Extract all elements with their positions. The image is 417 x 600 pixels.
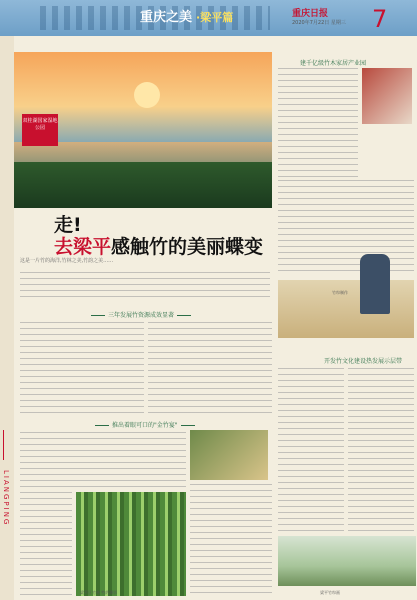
food-photo <box>190 430 268 480</box>
masthead-subtitle: ·梁平篇 <box>196 11 234 24</box>
headline-line1: 走! <box>54 214 82 236</box>
text-column <box>20 322 144 414</box>
artisan-photo <box>278 280 414 338</box>
masthead-title: 重庆之美 <box>140 10 193 25</box>
text-column <box>278 180 414 276</box>
artisan-caption: 竹帘制作 <box>332 290 348 295</box>
intro-paragraph: 这是一片竹的海洋,竹林之美,竹韵之美…… <box>20 258 114 264</box>
hero-badge: 双桂湖国家湿地公园 <box>22 114 58 146</box>
bamboo-motif-icon <box>3 430 12 460</box>
painting-caption: 梁平竹帘画 <box>320 590 340 595</box>
issue-meta: 2020年7月22日 星期三 <box>292 20 346 26</box>
text-column <box>20 492 72 596</box>
landscape-painting <box>278 536 416 586</box>
text-column <box>148 322 272 414</box>
vertical-brand-text: LIANGPING <box>2 470 10 527</box>
text-column <box>278 68 358 178</box>
right-section-title-2: 开发竹文化建设热发展示层带 <box>324 358 403 365</box>
bamboo-photo <box>76 492 186 596</box>
text-column <box>278 368 344 532</box>
text-column <box>20 432 186 488</box>
text-column <box>190 484 272 594</box>
text-column <box>348 368 414 532</box>
sun-shape <box>134 82 160 108</box>
paper-logo: 重庆日报 <box>292 9 329 19</box>
page-header <box>0 0 417 36</box>
intro-text-block <box>20 272 270 302</box>
section-title-2: 推出着眼可口的"金竹宴" <box>92 420 198 429</box>
section-masthead <box>140 6 233 25</box>
bamboo-caption: 梁平区竹林 特约摄影 <box>80 590 118 595</box>
bamboo-craft-photo <box>362 68 412 124</box>
headline-rest: 感触竹的美丽蝶变 <box>111 236 264 258</box>
tree-line <box>14 162 272 208</box>
artisan-figure <box>360 254 390 314</box>
section-title-1: 三年发展竹资源成效显著 <box>88 310 194 319</box>
right-section-title-1: 建千亿级竹木家居产业园 <box>300 60 367 67</box>
main-headline <box>54 214 263 258</box>
page-number: 7 <box>372 5 388 33</box>
hero-photo <box>14 52 272 208</box>
headline-accent: 去梁平 <box>54 236 112 258</box>
